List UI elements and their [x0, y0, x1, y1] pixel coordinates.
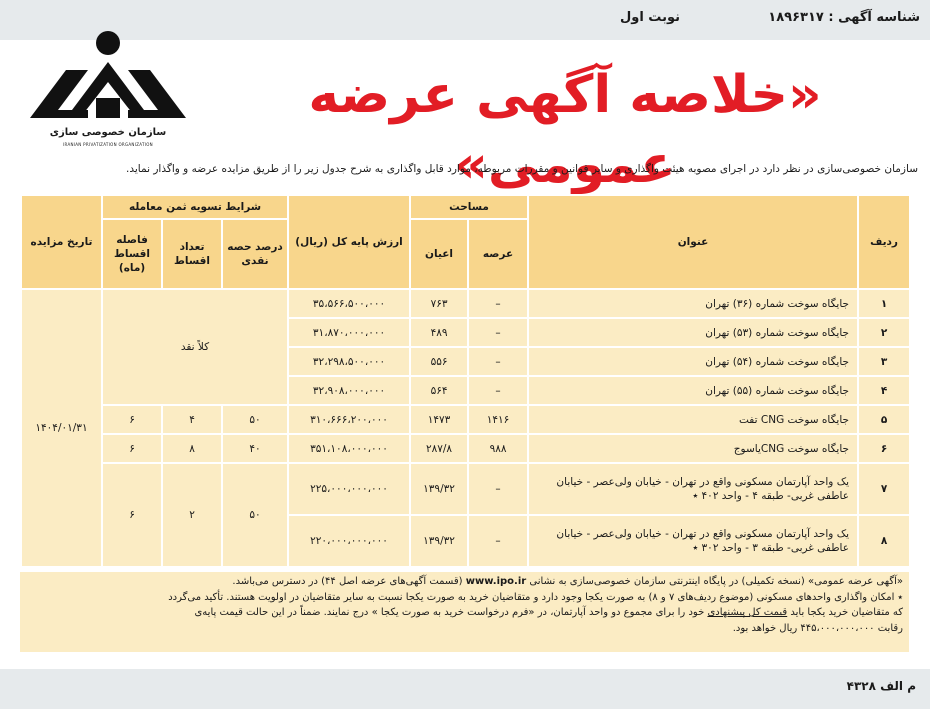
row-number: ۲ [858, 318, 910, 347]
footnote-line-3: که متقاضیان خرید یکجا باید قیمت کل پیشنهادی خود را برای مجموع دو واحد آپارتمان، در «فرم درخواست خرید به صورت یکجا » درج نمایند. ضمناً در این حالت قیمت پایه‌ی [194, 607, 903, 618]
auction-table [20, 194, 911, 568]
row-title: یک واحد آپارتمان مسکونی واقع در تهران - خیابان ولی‌عصر - خیابان عاطفی غربی- طبقه ۳ - واحد ۳۰۲ ٭ [528, 515, 858, 567]
row-arse: – [468, 289, 528, 318]
row-cash-percent: ۵۰ [222, 405, 288, 434]
row-number: ۴ [858, 376, 910, 405]
table-row [21, 463, 910, 515]
headline: «خلاصه آگهی عرضه عمومی» [308, 65, 822, 195]
row-ayan: ۱۴۷۳ [410, 405, 468, 434]
row-cash-percent: ۴۰ [222, 434, 288, 463]
row-number: ۶ [858, 434, 910, 463]
col-row-header: ردیف [858, 195, 910, 289]
row-value: ۳۲،۹۰۸،۰۰۰،۰۰۰ [288, 376, 410, 405]
row-title: جایگاه سوخت شماره (۳۶) تهران [528, 289, 858, 318]
row-ayan: ۱۳۹/۳۲ [410, 463, 468, 515]
table-row [21, 434, 910, 463]
row-value: ۲۲۵،۰۰۰،۰۰۰،۰۰۰ [288, 463, 410, 515]
publication-turn: نوبت اول [619, 10, 680, 25]
row-number: ۷ [858, 463, 910, 515]
ad-id: شناسه آگهی : ۱۸۹۶۳۱۷ [768, 10, 920, 25]
row-value: ۳۵،۵۶۶،۵۰۰،۰۰۰ [288, 289, 410, 318]
row-title: جایگاه سوخت CNG تفت [528, 405, 858, 434]
group-installments-count: ۲ [162, 463, 222, 567]
row-number: ۱ [858, 289, 910, 318]
col-area-header: مساحت [410, 195, 528, 219]
row-title: یک واحد آپارتمان مسکونی واقع در تهران - خیابان ولی‌عصر - خیابان عاطفی غربی- طبقه ۴ - واحد ۴۰۲ ٭ [528, 463, 858, 515]
col-value-header: ارزش پایه کل (ریال) [288, 195, 410, 289]
table-row [21, 289, 910, 318]
row-arse: – [468, 463, 528, 515]
ad-code: م الف ۴۳۲۸ [846, 679, 916, 693]
row-title: جایگاه سوخت شماره (۵۵) تهران [528, 376, 858, 405]
website-link[interactable]: www.ipo.ir [465, 576, 527, 587]
footnote-line-1: «آگهی عرضه عمومی» (نسخه تکمیلی) در پایگاه اینترنتی سازمان خصوصی‌سازی به نشانی www.ipo.ir (قسمت آگهی‌های عرضه اصل ۴۴) در دسترس می‌باشد. [232, 576, 903, 587]
privatization-logo [28, 30, 188, 148]
table-row [21, 405, 910, 434]
row-arse: – [468, 347, 528, 376]
row-arse: – [468, 515, 528, 567]
col-date-header: تاریخ مزایده [21, 195, 102, 289]
col-ayan-header: اعیان [410, 219, 468, 289]
row-arse: – [468, 376, 528, 405]
row-value: ۳۵۱،۱۰۸،۰۰۰،۰۰۰ [288, 434, 410, 463]
row-title: جایگاه سوخت شماره (۵۳) تهران [528, 318, 858, 347]
footnote [20, 572, 909, 652]
row-arse: – [468, 318, 528, 347]
row-ayan: ۵۶۴ [410, 376, 468, 405]
row-ayan: ۷۶۳ [410, 289, 468, 318]
auction-date-cell: ۱۴۰۴/۰۱/۳۱ [21, 289, 102, 567]
footnote-line-4: رقابت ۴۴۵،۰۰۰،۰۰۰،۰۰۰ ریال خواهد بود. [732, 622, 903, 634]
col-interval-header: فاصله اقساط (ماه) [102, 219, 162, 289]
row-number: ۳ [858, 347, 910, 376]
row-value: ۳۲،۲۹۸،۵۰۰،۰۰۰ [288, 347, 410, 376]
col-terms-header: شرایط تسویه ثمن معامله [102, 195, 288, 219]
group-installments-interval: ۶ [102, 463, 162, 567]
intro-text: سازمان خصوصی‌سازی در نظر دارد در اجرای مصوبه هیئت واگذاری و سایر قوانین و مقررات مربوطه، موارد قابل واگذاری به شرح جدول زیر را از طریق مزایده عرضه و واگذار نماید. [126, 163, 918, 175]
row-number: ۵ [858, 405, 910, 434]
group-cash-percent: ۵۰ [222, 463, 288, 567]
row-ayan: ۲۸۷/۸ [410, 434, 468, 463]
row-installments-count: ۴ [162, 405, 222, 434]
row-installments-count: ۸ [162, 434, 222, 463]
cash-only-cell: کلاً نقد [102, 289, 288, 405]
bottom-bar [0, 669, 930, 709]
row-value: ۳۱،۸۷۰،۰۰۰،۰۰۰ [288, 318, 410, 347]
row-installments-interval: ۶ [102, 405, 162, 434]
row-number: ۸ [858, 515, 910, 567]
row-installments-interval: ۶ [102, 434, 162, 463]
org-name-fa: سازمان خصوصی سازی [49, 127, 167, 138]
row-title: جایگاه سوخت شماره (۵۴) تهران [528, 347, 858, 376]
row-ayan: ۱۳۹/۳۲ [410, 515, 468, 567]
row-value: ۲۲۰،۰۰۰،۰۰۰،۰۰۰ [288, 515, 410, 567]
row-ayan: ۵۵۶ [410, 347, 468, 376]
logo-emblem-icon [28, 30, 188, 125]
row-arse: ۹۸۸ [468, 434, 528, 463]
org-name-en: IRANIAN PRIVATIZATION ORGANIZATION [63, 142, 153, 147]
row-arse: ۱۴۱۶ [468, 405, 528, 434]
row-value: ۳۱۰،۶۶۶،۲۰۰،۰۰۰ [288, 405, 410, 434]
row-title: جایگاه سوخت CNGیاسوج [528, 434, 858, 463]
col-arse-header: عرصه [468, 219, 528, 289]
footnote-line-2: ٭ امکان واگذاری واحدهای مسکونی (موضوع ردیف‌های ۷ و ۸) به صورت یکجا وجود دارد و متقاضیان خرید به صورت یکجا نسبت به سایر متقاضیان در اولویت هستند. تأکید می‌گردد [168, 591, 903, 603]
col-cash-header: درصد حصه نقدی [222, 219, 288, 289]
row-ayan: ۴۸۹ [410, 318, 468, 347]
col-title-header: عنوان [528, 195, 858, 289]
col-count-header: تعداد اقساط [162, 219, 222, 289]
